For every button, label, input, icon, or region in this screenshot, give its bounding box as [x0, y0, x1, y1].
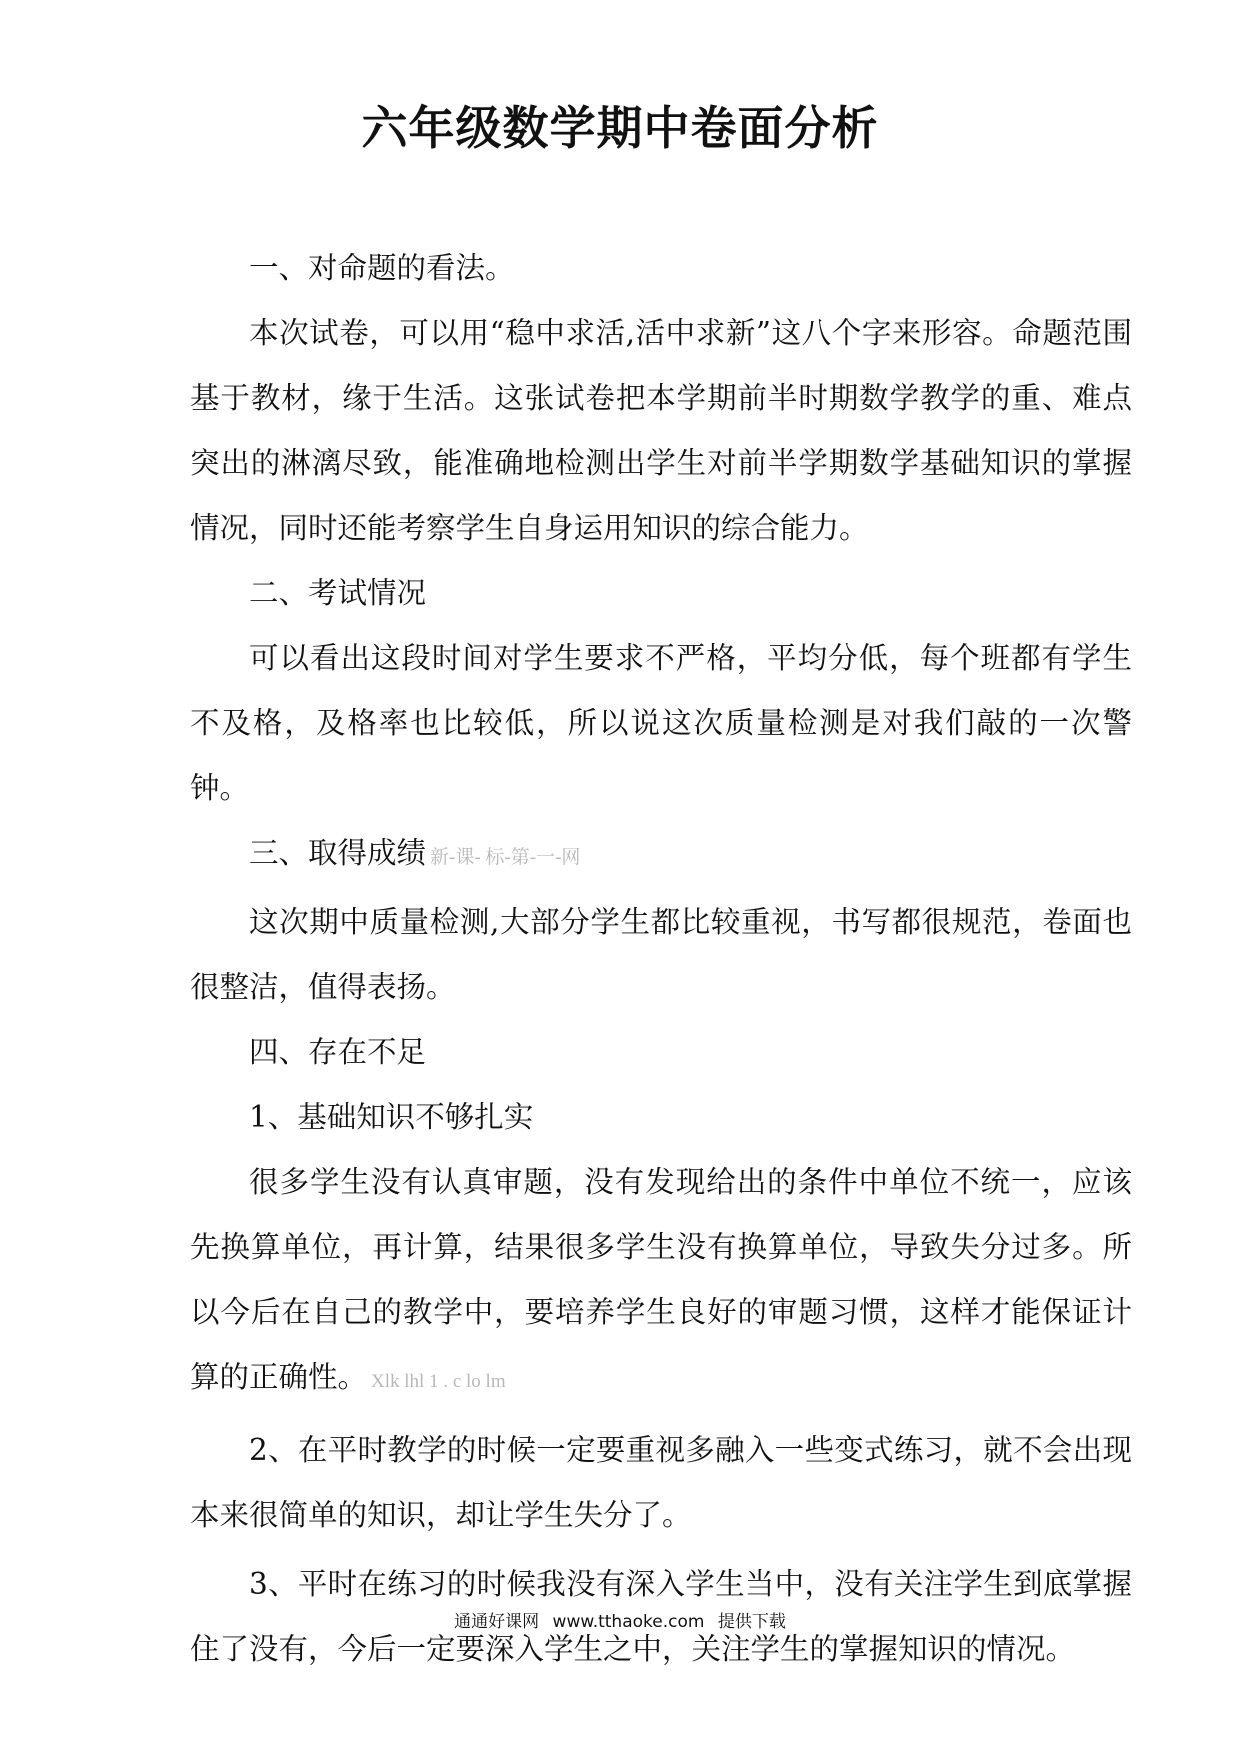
subheading-basic-knowledge: 1、基础知识不够扎实 [249, 1100, 534, 1134]
footer-url[interactable]: www.tthaoke.com [552, 1612, 705, 1632]
paragraph-basic-knowledge: 很多学生没有认真审题，没有发现给出的条件中单位不统一，应该先换算单位，再计算，结果很多学生没有换算单位，导致失分过多。所以今后在自己的教学中，要培养学生良好的审题习惯，这样才能保证计算的正确性。 Xlk lhl 1 . c lo lm [190, 1165, 1132, 1394]
section-heading-3: 三、取得成绩 新-课- 标-第-一-网 [249, 836, 581, 870]
paragraph-item-3: 3、平时在练习的时候我没有深入学生当中，没有关注学生到底掌握住了没有，今后一定要深入学生之中，关注学生的掌握知识的情况。 [190, 1567, 1132, 1666]
watermark-text: 新-课- 标-第-一-网 [430, 847, 581, 868]
paragraph-exam-situation: 可以看出这段时间对学生要求不严格，平均分低，每个班都有学生不及格，及格率也比较低，所以说这次质量检测是对我们敲的一次警钟。 [190, 641, 1132, 805]
footer-suffix: 提供下载 [717, 1612, 786, 1632]
page-title: 六年级数学期中卷面分析 [361, 101, 879, 155]
paragraph-achievements: 这次期中质量检测,大部分学生都比较重视，书写都很规范，卷面也很整洁，值得表扬。 [190, 905, 1132, 1004]
section-heading-1: 一、对命题的看法。 [249, 251, 515, 285]
watermark-text: Xlk lhl 1 . c lo lm [371, 1371, 506, 1392]
footer-site-name: 通通好课网 [454, 1612, 540, 1632]
page-footer [0, 1610, 1240, 1634]
section-heading-2: 二、考试情况 [249, 576, 427, 610]
section-heading-4: 四、存在不足 [249, 1035, 427, 1069]
document-body [190, 236, 1132, 1682]
paragraph-item-2: 2、在平时教学的时候一定要重视多融入一些变式练习，就不会出现本来很简单的知识，却让学生失分了。 [190, 1433, 1132, 1532]
paragraph-exam-opinion: 本次试卷，可以用“稳中求活,活中求新”这八个字来形容。命题范围基于教材，缘于生活。这张试卷把本学期前半时期数学教学的重、难点突出的淋漓尽致，能准确地检测出学生对前半学期数学基础知识的掌握情况，同时还能考察学生自身运用知识的综合能力。 [190, 316, 1132, 545]
